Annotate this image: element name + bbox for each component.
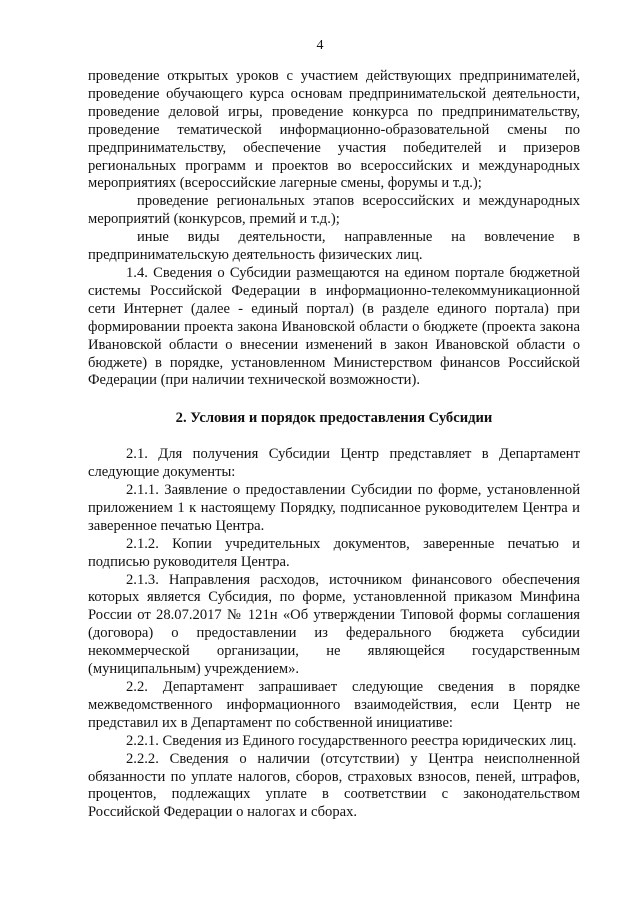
paragraph-regional-stages: проведение региональных этапов всероссийских и международных мероприятий (конкурсов, премий и т.д.); xyxy=(88,193,580,228)
paragraph-2-1: 2.1. Для получения Субсидии Центр представляет в Департамент следующие документы: xyxy=(88,446,580,481)
document-body xyxy=(88,68,580,822)
paragraph-open-lessons: проведение открытых уроков с участием действующих предпринимателей, проведение обучающего курса основам предпринимательской деятельности, проведение деловой игры, проведение конкурса по предпринимательству, проведение тематической информационно-образовательной смены по предпринимательству, обеспечение участия победителей и призеров региональных программ и проектов во всероссийских и международных мероприятиях (всероссийские лагерные смены, форумы и т.д.); xyxy=(88,68,580,192)
page-number: 4 xyxy=(316,38,324,53)
paragraph-2-2-2: 2.2.2. Сведения о наличии (отсутствии) у Центра неисполненной обязанности по уплате налогов, сборов, страховых взносов, пеней, штрафов, процентов, подлежащих уплате в соответствии с законодательством Российской Федерации о налогах и сборах. xyxy=(88,750,580,821)
paragraph-2-2: 2.2. Департамент запрашивает следующие сведения в порядке межведомственного информационного взаимодействия, если Центр не представил их в Департамент по собственной инициативе: xyxy=(88,679,580,731)
section-heading: 2. Условия и порядок предоставления Субсидии xyxy=(175,410,493,427)
paragraph-2-2-1: 2.2.1. Сведения из Единого государственного реестра юридических лиц. xyxy=(126,732,577,749)
paragraph-1-4: 1.4. Сведения о Субсидии размещаются на едином портале бюджетной системы Российской Федерации в информационно-телекоммуникационной сети Интернет (далее - единый портал) (в разделе единого портала) при формировании проекта закона Ивановской области о бюджете (проекта закона Ивановской области о внесении изменений в закон Ивановской области о бюджете) в порядке, установленном Министерством финансов Российской Федерации (при наличии технической возможности). xyxy=(88,264,580,389)
paragraph-other-activities: иные виды деятельности, направленные на вовлечение в предпринимательскую деятельность физических лиц. xyxy=(88,229,580,264)
paragraph-2-1-2: 2.1.2. Копии учредительных документов, заверенные печатью и подписью руководителя Центра. xyxy=(88,535,580,570)
paragraph-2-1-3: 2.1.3. Направления расходов, источником финансового обеспечения которых является Субсидия, по форме, установленной приказом Минфина России от 28.07.2017 № 121н «Об утверждении Типовой формы соглашения (договора) о предоставлении из федерального бюджета субсидии некоммерческой организации, не являющейся государственным (муниципальным) учреждением». xyxy=(88,571,580,678)
paragraph-2-1-1: 2.1.1. Заявление о предоставлении Субсидии по форме, установленной приложением 1 к настоящему Порядку, подписанное руководителем Центра и заверенное печатью Центра. xyxy=(88,482,580,534)
